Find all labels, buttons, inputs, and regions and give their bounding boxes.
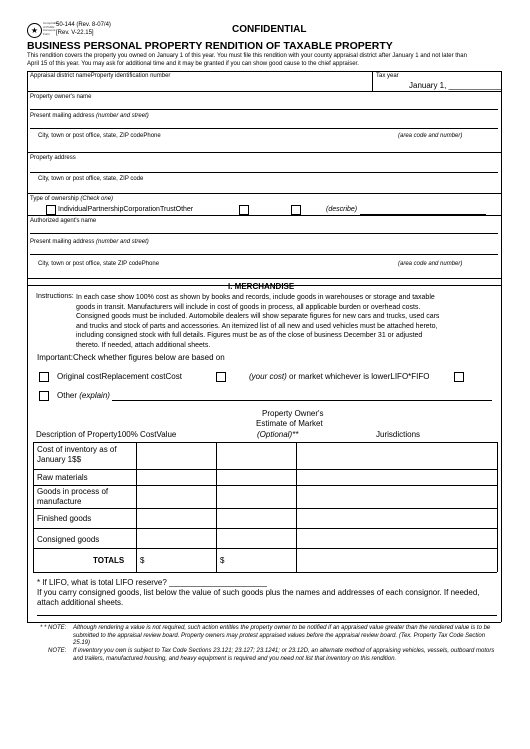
instructions-label: Instructions: — [36, 293, 74, 300]
owner-estimate-heading-1: Property Owner's — [262, 409, 324, 418]
original-cost-checkbox[interactable] — [39, 372, 49, 382]
form-number: 50-144 (Rev. 8-07/4) — [56, 22, 111, 28]
description-column-heading: Description of Property100% CostValue — [36, 430, 177, 439]
table-row: Cost of inventory as of January 1$$ — [37, 445, 117, 464]
instructions-text: In each case show 100% cost as shown by books and records, include goods in warehouses or storage and taxable goods in transit. Manufacturers will include in cost of goods in process, all applicable burden or overhead costs. Consigned goods must be included. Automobile dealers will show separate figures for new cars and trucks, used cars and trucks and stock of parts and accessories. An itemized list of all new and used vehicles must be attached hereto, including consigned stock with full details. Figures must be as of the close of business December 31 or adjusted thereto. If needed, attach additional sheets. — [76, 294, 440, 349]
confidential-label: CONFIDENTIAL — [232, 24, 307, 35]
basis-options: Original costReplacement costCost — [57, 372, 182, 381]
fifo-checkbox[interactable] — [454, 372, 464, 382]
intro-line-2: April 15 of this year. You may ask for additional time and it may be granted if you can show good cause to the chief appraiser. — [27, 61, 359, 67]
trust-checkbox[interactable] — [239, 205, 249, 215]
other-checkbox[interactable] — [291, 205, 301, 215]
agency-name: Comptroller of Public Accounts Form — [43, 21, 59, 36]
table-row: Raw materials — [37, 473, 88, 482]
property-city-label: City, town or post office, state, ZIP code — [38, 176, 144, 182]
owner-mailing-label: Present mailing address (number and street) — [30, 113, 149, 119]
totals-cost-dollar: $ — [140, 556, 145, 565]
state-seal-icon: ★ — [27, 23, 42, 38]
agent-city-label: City, town or post office, state ZIP codePhone — [38, 261, 160, 267]
jurisdictions-column-heading: Jurisdictions — [376, 430, 421, 439]
other-basis-label: Other (explain) — [57, 391, 110, 400]
cost-or-market-label: (your cost) or market whichever is lowerLIFO*FIFO — [249, 372, 430, 381]
cost-or-market-checkbox[interactable] — [216, 372, 226, 382]
describe-label: (describe) — [326, 206, 358, 213]
totals-label: TOTALS — [93, 556, 125, 565]
appraisal-district-label: Appraisal district nameProperty identification number — [30, 73, 171, 79]
tax-year-label: Tax year — [376, 73, 399, 79]
table-row: Consigned goods — [37, 535, 100, 544]
other-basis-checkbox[interactable] — [39, 391, 49, 401]
note-1-label: * * NOTE: — [40, 625, 67, 631]
owner-estimate-heading-3: (Optional)** — [257, 430, 299, 439]
owner-name-label: Property owner's name — [30, 94, 92, 100]
table-row: Goods in process of manufacture — [37, 487, 109, 506]
form-revision: [Rev. V-22.15] — [56, 30, 94, 36]
agent-name-label: Authorized agent's name — [30, 218, 97, 224]
ownership-options: IndividualPartnershipCorporationTrustOther — [58, 206, 194, 213]
agent-area-code-label: (area code and number) — [398, 261, 463, 267]
tax-year-field[interactable]: January 1, ____________ — [409, 81, 502, 90]
important-label: Important:Check whether figures below are based on — [37, 353, 225, 362]
totals-value-dollar: $ — [220, 556, 225, 565]
note-1-text: Although rendering a value is not required, such action entitles the property owner to be notified if an appraised value greater than the rendered value is to be submitted to the appraisal review board. Property owners may protest appraised values before the appraisal review board. (Tex. Property Tax Code Section 25.19) — [73, 625, 491, 646]
intro-line-1: This rendition covers the property you owned on January 1 of this year. You must file this rendition with your county appraisal district after January 1 and not later than — [27, 53, 467, 59]
table-row: Finished goods — [37, 514, 92, 523]
note-2-text: If inventory you own is subject to Tax Code Sections 23.121; 23.127; 23.1241; or 23.12D, an alternate method of appraising vehicles, vessels, outboard motors and trailers, manufactured housing, and heavy equipment is required and you need not list that inventory on this rendition. — [73, 648, 495, 662]
owner-estimate-heading-2: Estimate of Market — [256, 419, 323, 428]
owner-area-code-label: (area code and number) — [398, 133, 463, 139]
individual-checkbox[interactable] — [46, 205, 56, 215]
other-explain-line[interactable] — [112, 400, 492, 401]
merchandise-heading: I. MERCHANDISE — [228, 282, 295, 291]
consignor-line[interactable] — [37, 615, 497, 616]
agent-mailing-label: Present mailing address (number and street) — [30, 239, 149, 245]
form-title: BUSINESS PERSONAL PROPERTY RENDITION OF TAXABLE PROPERTY — [27, 40, 393, 52]
lifo-reserve-question: * If LIFO, what is total LIFO reserve? ______________________ — [37, 578, 267, 587]
owner-city-label: City, town or post office, state, ZIP codePhone — [38, 133, 161, 139]
ownership-type-label: Type of ownership (Check one) — [30, 196, 114, 202]
note-2-label: NOTE: — [48, 648, 67, 654]
consigned-goods-note: If you carry consigned goods, list below the value of such goods plus the names and addresses of each consignor. If needed, attach additional sheets. — [37, 588, 480, 607]
property-address-label: Property address — [30, 155, 76, 161]
